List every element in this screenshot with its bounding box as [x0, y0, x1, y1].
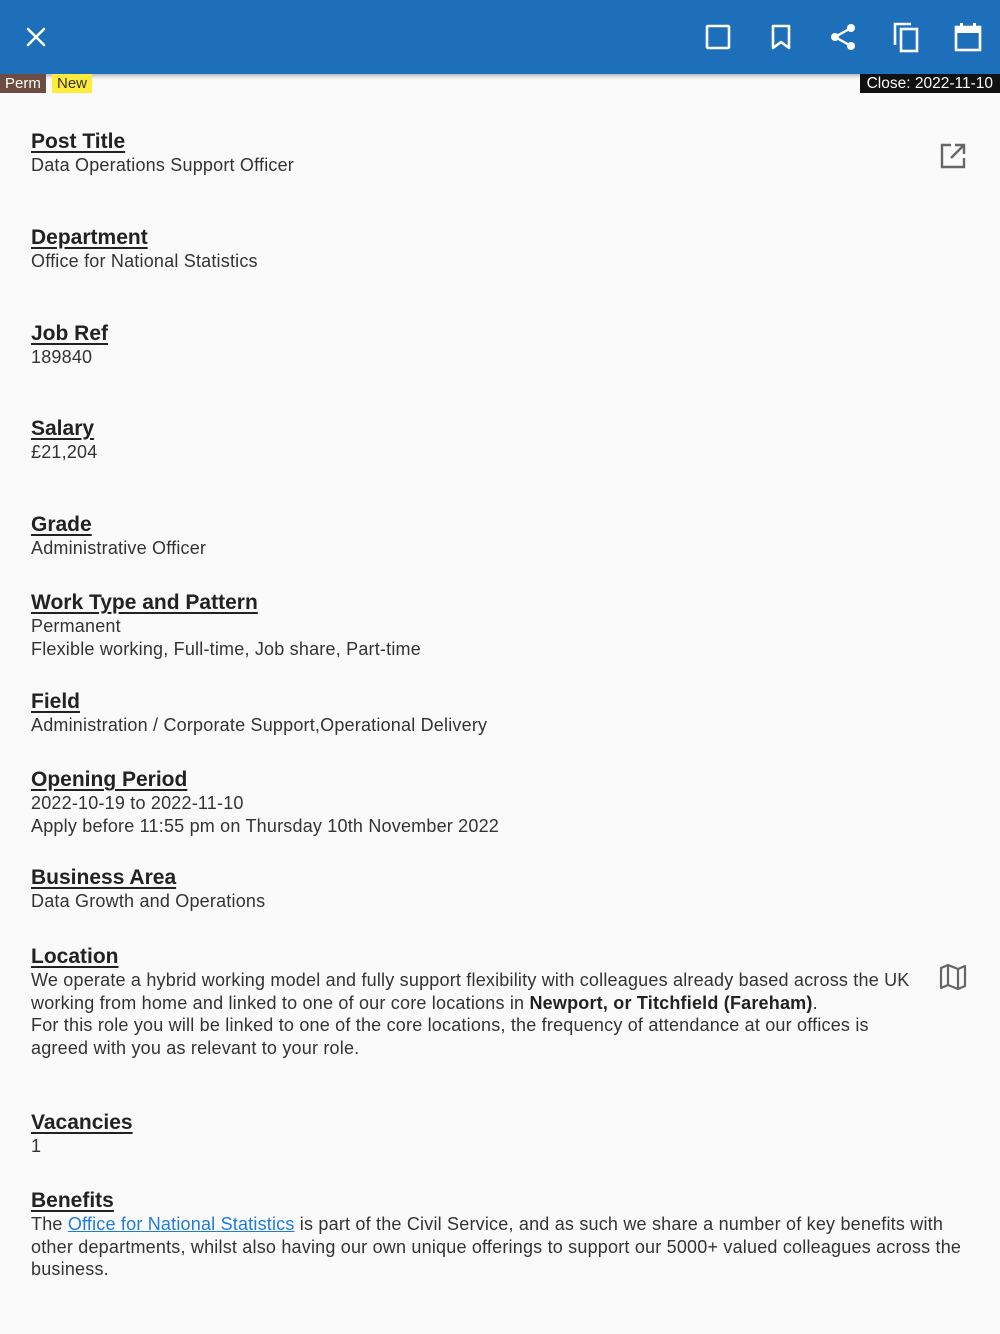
salary-label: Salary [31, 417, 95, 440]
benefits-section [31, 1189, 971, 1281]
bookmark-icon [770, 24, 792, 50]
select-button[interactable] [698, 17, 738, 57]
vacancies-section [31, 1111, 931, 1158]
salary-section [31, 417, 931, 464]
app-bar [0, 0, 1000, 74]
opening-period-deadline: Apply before 11:55 pm on Thursday 10th November 2022 [31, 815, 500, 836]
department-label: Department [31, 226, 148, 249]
post-title-label: Post Title [31, 130, 126, 153]
grade-label: Grade [31, 513, 92, 536]
job-ref-label: Job Ref [31, 322, 109, 345]
benefits-text-end: is part of the Civil Service, and as such we share a number of key benefits with other departments, whilst also having our own unique offerings to support our 5000+ valued colleagues across the business. [31, 1214, 962, 1279]
department-section [31, 226, 931, 273]
field-value: Administration / Corporate Support,Operational Delivery [31, 715, 488, 735]
location-period: . [812, 992, 818, 1013]
copy-button[interactable] [886, 17, 926, 57]
close-icon [25, 26, 47, 48]
department-value: Office for National Statistics [31, 251, 258, 271]
work-pattern-value: Flexible working, Full-time, Job share, Part-time [31, 638, 421, 659]
grade-section [31, 513, 931, 560]
location-label: Location [31, 945, 119, 968]
calendar-button[interactable] [948, 17, 988, 57]
perm-tag: Perm [0, 74, 46, 93]
map-icon [939, 963, 967, 991]
business-area-value: Data Growth and Operations [31, 891, 266, 911]
vacancies-label: Vacancies [31, 1111, 133, 1134]
work-type-value: Permanent [31, 616, 121, 636]
salary-value: £21,204 [31, 442, 98, 462]
field-section [31, 690, 931, 737]
location-paragraph-2: For this role you will be linked to one of the core locations, the frequency of attendance at our offices is agreed with you as relevant to your role. [31, 1015, 869, 1058]
open-external-icon [939, 142, 967, 170]
ons-link[interactable]: Office for National Statistics [67, 1214, 295, 1234]
location-places: Newport, or Titchfield (Fareham) [529, 992, 813, 1013]
close-date-badge: Close: 2022-11-10 [860, 74, 1000, 93]
vacancies-value: 1 [31, 1136, 42, 1156]
work-type-section [31, 591, 931, 660]
bookmark-button[interactable] [761, 17, 801, 57]
post-title-value: Data Operations Support Officer [31, 155, 294, 175]
open-external-button[interactable] [939, 142, 967, 175]
opening-period-label: Opening Period [31, 768, 188, 791]
location-text: We operate a hybrid working model and fully support flexibility with colleagues already based across the UK working from home and linked to one of our core locations in [31, 970, 910, 1013]
field-label: Field [31, 690, 81, 713]
location-section [31, 945, 911, 1059]
grade-value: Administrative Officer [31, 538, 207, 558]
benefits-value [31, 1213, 971, 1281]
opening-period-dates: 2022-10-19 to 2022-11-10 [31, 793, 244, 813]
business-area-section [31, 866, 931, 913]
work-type-label: Work Type and Pattern [31, 591, 258, 614]
benefits-label: Benefits [31, 1189, 114, 1212]
job-ref-value: 189840 [31, 347, 93, 367]
new-tag: New [52, 74, 92, 93]
calendar-icon [954, 22, 982, 52]
post-title-section [31, 130, 931, 177]
job-ref-section [31, 322, 931, 369]
business-area-label: Business Area [31, 866, 177, 889]
close-button[interactable] [16, 17, 56, 57]
checkbox-icon [705, 24, 731, 50]
copy-icon [892, 21, 920, 53]
share-button[interactable] [823, 17, 863, 57]
opening-period-section [31, 768, 931, 837]
map-button[interactable] [939, 963, 967, 996]
location-paragraph-1 [31, 969, 911, 1014]
share-icon [829, 23, 857, 51]
benefits-text-start: The [31, 1214, 68, 1234]
